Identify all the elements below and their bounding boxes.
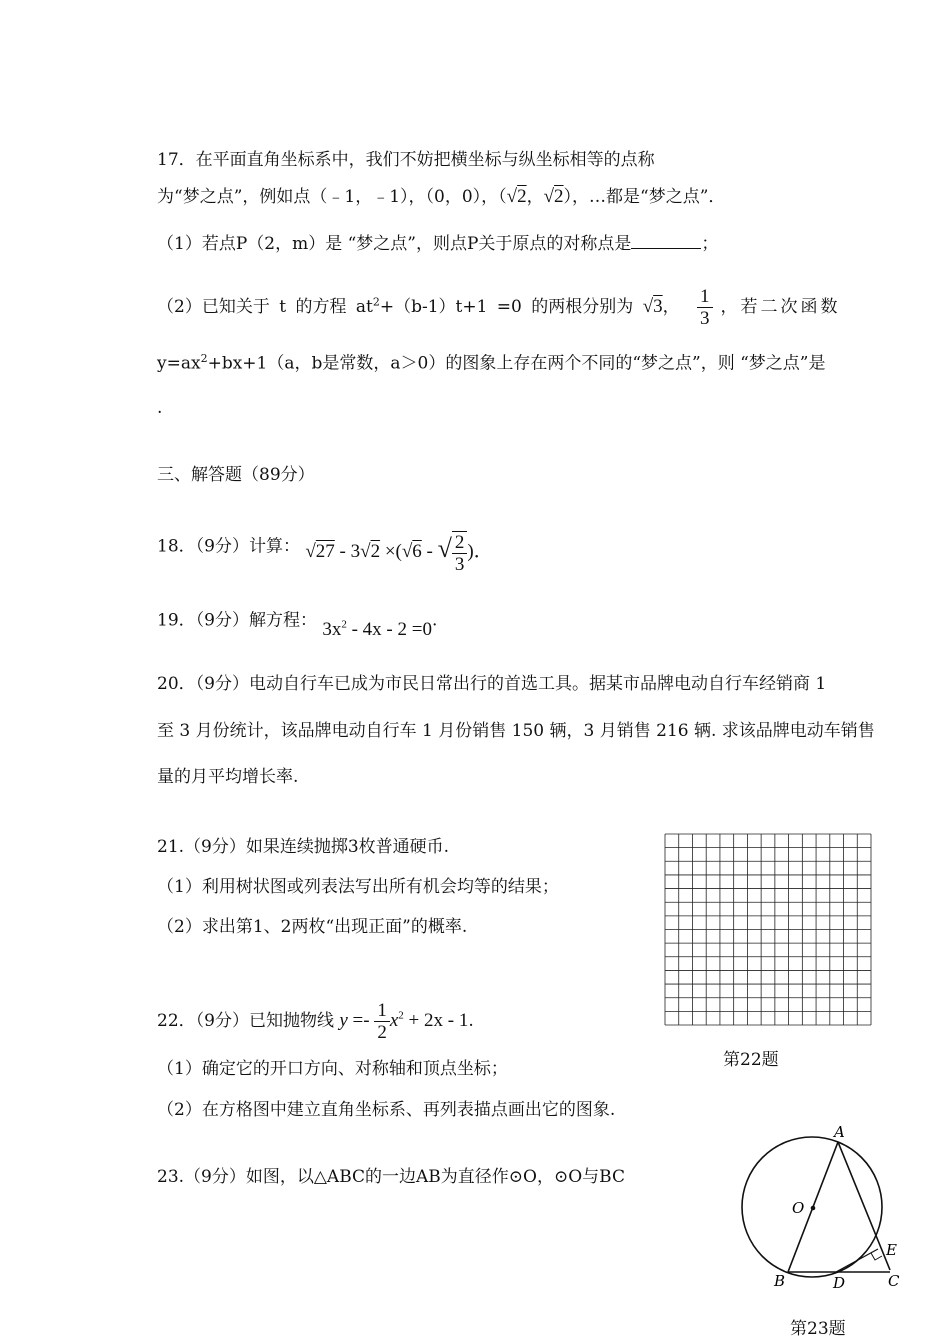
q17-part2-text: （2）已知关于 t 的方程 at xyxy=(157,297,373,317)
q22-end: . xyxy=(468,1010,474,1031)
q22 xyxy=(157,1000,474,1043)
right-angle-mark xyxy=(871,1253,882,1260)
label-o: O xyxy=(792,1199,805,1217)
label-a: A xyxy=(834,1123,845,1141)
q20-line1: 20．（9分）电动自行车已成为市民日常出行的首选工具。据某市品牌电动自行车经销商 1 xyxy=(157,674,827,694)
q18-expression: √27 - 3√2 ×(√6 - √ $\frac{2}{3}$ )． xyxy=(305,532,493,575)
q17-part1-text: （1）若点P（2，m）是 “梦之点”，则点P关于原点的对称点是 xyxy=(157,234,632,254)
comma2: ， xyxy=(662,297,680,317)
q22-line3: （2）在方格图中建立直角坐标系、再列表描点画出它的图象. xyxy=(157,1100,616,1120)
label-c: C xyxy=(888,1272,900,1290)
label-b: B xyxy=(774,1272,786,1290)
q17-text: 为“梦之点”，例如点（﹣1，﹣1），（0，0），（ xyxy=(157,187,507,207)
q23-line1: 23.（9分）如图，以△ABC的一边AB为直径作⊙O，⊙O与BC xyxy=(157,1167,625,1187)
q19 xyxy=(157,604,438,641)
q21-line2: （1）利用树状图或列表法写出所有机会均等的结果； xyxy=(157,877,559,897)
grid-figure xyxy=(664,833,872,1026)
q17-part2-line3: . xyxy=(157,398,163,418)
q21-line3: （2）求出第1、2两枚“出现正面”的概率. xyxy=(157,917,468,937)
q17-func-rest: +bx+1（a，b是常数，a＞0）的图象上存在两个不同的“梦之点”，则 “梦之点”是 xyxy=(207,353,826,374)
q20-line3: 量的月平均增长率. xyxy=(157,767,299,787)
circle-triangle-figure xyxy=(738,1120,918,1292)
q19-end: . xyxy=(431,610,438,631)
q17-line2 xyxy=(157,186,725,208)
exponent-2b: 2 xyxy=(200,352,208,365)
sqrt2-a: √2 xyxy=(506,186,527,207)
q22-line2: （1）确定它的开口方向、对称轴和顶点坐标； xyxy=(157,1059,508,1079)
sqrt2-b: √2 xyxy=(543,186,564,207)
center-point xyxy=(811,1206,816,1211)
q17-part2-text2: +（b-1）t+1 =0 的两根分别为 xyxy=(379,297,634,317)
q19-prefix: 19．（9分）解方程： xyxy=(157,610,317,631)
q17-line1: 17．在平面直角坐标系中，我们不妨把横坐标与纵坐标相等的点称 xyxy=(157,150,655,170)
label-e: E xyxy=(886,1241,897,1259)
q17-part2-text3: ，若二次函数 xyxy=(720,297,841,317)
circle-caption: 第23题 xyxy=(790,1319,846,1339)
q17-func: y=ax xyxy=(157,353,201,374)
grid-caption: 第22题 xyxy=(723,1050,779,1070)
q21-line1: 21.（9分）如果连续抛掷3枚普通硬币. xyxy=(157,837,450,857)
q17-part2-line2 xyxy=(157,348,826,375)
section-title: 三、解答题（89分） xyxy=(157,465,315,485)
q20-line2: 至 3 月份统计，该品牌电动自行车 1 月份销售 150 辆，3 月销售 216 辆. 求该品牌电动车销售 xyxy=(157,721,875,741)
semicolon: ； xyxy=(701,234,719,254)
label-d: D xyxy=(833,1274,846,1292)
q18 xyxy=(157,525,493,575)
q19-equation: $3x^2 - 4x - 2 =0$ xyxy=(322,619,432,641)
exponent-2: 2 xyxy=(372,295,380,309)
q17-text-end: ），…都是“梦之点”． xyxy=(563,187,726,207)
q22-prefix: 22．（9分）已知抛物线 xyxy=(157,1010,334,1031)
comma: ， xyxy=(526,187,544,207)
sqrt3: √3 xyxy=(642,296,663,317)
q18-prefix: 18．（9分）计算： xyxy=(157,536,300,557)
fraction-one-third: $\frac{1}{3}$ xyxy=(697,286,713,329)
q22-equation: y =- $\frac{1}{2}$ $x^2 + 2x - 1$ xyxy=(339,1000,469,1043)
segment-de xyxy=(836,1249,878,1272)
answer-blank[interactable] xyxy=(631,234,701,249)
q17-part1 xyxy=(157,233,718,255)
q17-part2 xyxy=(157,286,841,329)
